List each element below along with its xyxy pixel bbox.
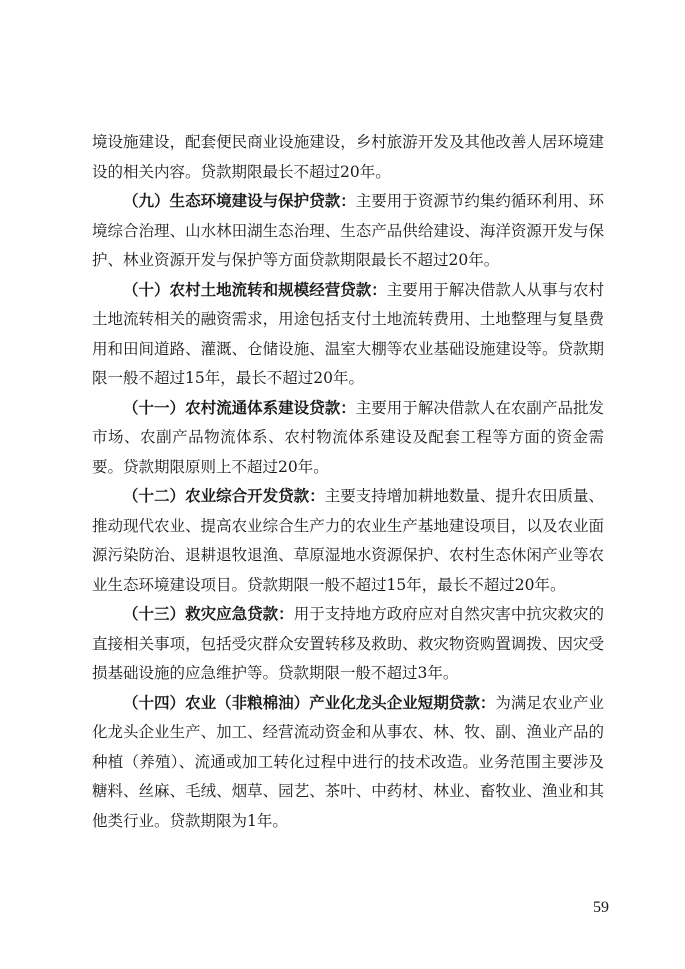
paragraph-heading: （十二）农业综合开发贷款： [123,487,325,505]
paragraph-heading: （十一）农村流通体系建设贷款： [123,398,356,417]
paragraph-item-9 [92,187,604,276]
paragraph-text: 用于支持地方政府应对自然灾害中抗灾救灾的直接相关事项，包括受灾群众安置转移及救助、救灾物资购置调拨、因灾受损基础设施的应急维护等。贷款期限一般不超过3年。 [92,605,604,682]
paragraph-text: 境设施建设，配套便民商业设施建设，乡村旅游开发及其他改善人居环境建设的相关内容。贷款期限最长不超过20年。 [92,133,604,181]
paragraph-heading: （十）农村土地流转和规模经营贷款： [123,280,387,299]
paragraph-item-10 [92,276,604,394]
paragraph-item-14 [92,689,604,837]
paragraph-continued [92,128,604,187]
paragraph-text: 主要用于解决借款人从事与农村土地流转相关的融资需求，用途包括支付土地流转费用、土地整理与复垦费用和田间道路、灌溉、仓储设施、温室大棚等农业基础设施建设等。贷款期限一般不超过15年，最长不超过20年。 [92,280,604,387]
paragraph-text: 为满足农业产业化龙头企业生产、加工、经营流动资金和从事农、林、牧、副、渔业产品的种植（养殖）、流通或加工转化过程中进行的技术改造。业务范围主要涉及糖料、丝麻、毛绒、烟草、园艺、茶叶、中药材、林业、畜牧业、渔业和其他类行业。贷款期限为1年。 [92,693,604,830]
paragraph-item-11 [92,394,604,483]
paragraph-text: 主要支持增加耕地数量、提升农田质量、推动现代农业、提高农业综合生产力的农业生产基地建设项目，以及农业面源污染防治、退耕退牧退渔、草原湿地水资源保护、农村生态休闲产业等农业生态环境建设项目。贷款期限一般不超过15年，最长不超过20年。 [92,487,604,594]
paragraph-text: 主要用于资源节约集约循环利用、环境综合治理、山水林田湖生态治理、生态产品供给建设、海洋资源开发与保护、林业资源开发与保护等方面贷款期限最长不超过20年。 [92,192,604,269]
paragraph-heading: （九）生态环境建设与保护贷款： [123,192,356,210]
paragraph-heading: （十四）农业（非粮棉油）产业化龙头企业短期贷款： [123,693,496,712]
body-text [92,128,604,836]
page-number: 59 [593,899,609,916]
paragraph-item-13 [92,600,604,689]
paragraph-item-12 [92,482,604,600]
paragraph-heading: （十三）救灾应急贷款： [123,605,294,623]
paragraph-text: 主要用于解决借款人在农副产品批发市场、农副产品物流体系、农村物流体系建设及配套工程等方面的资金需要。贷款期限原则上不超过20年。 [92,398,604,476]
